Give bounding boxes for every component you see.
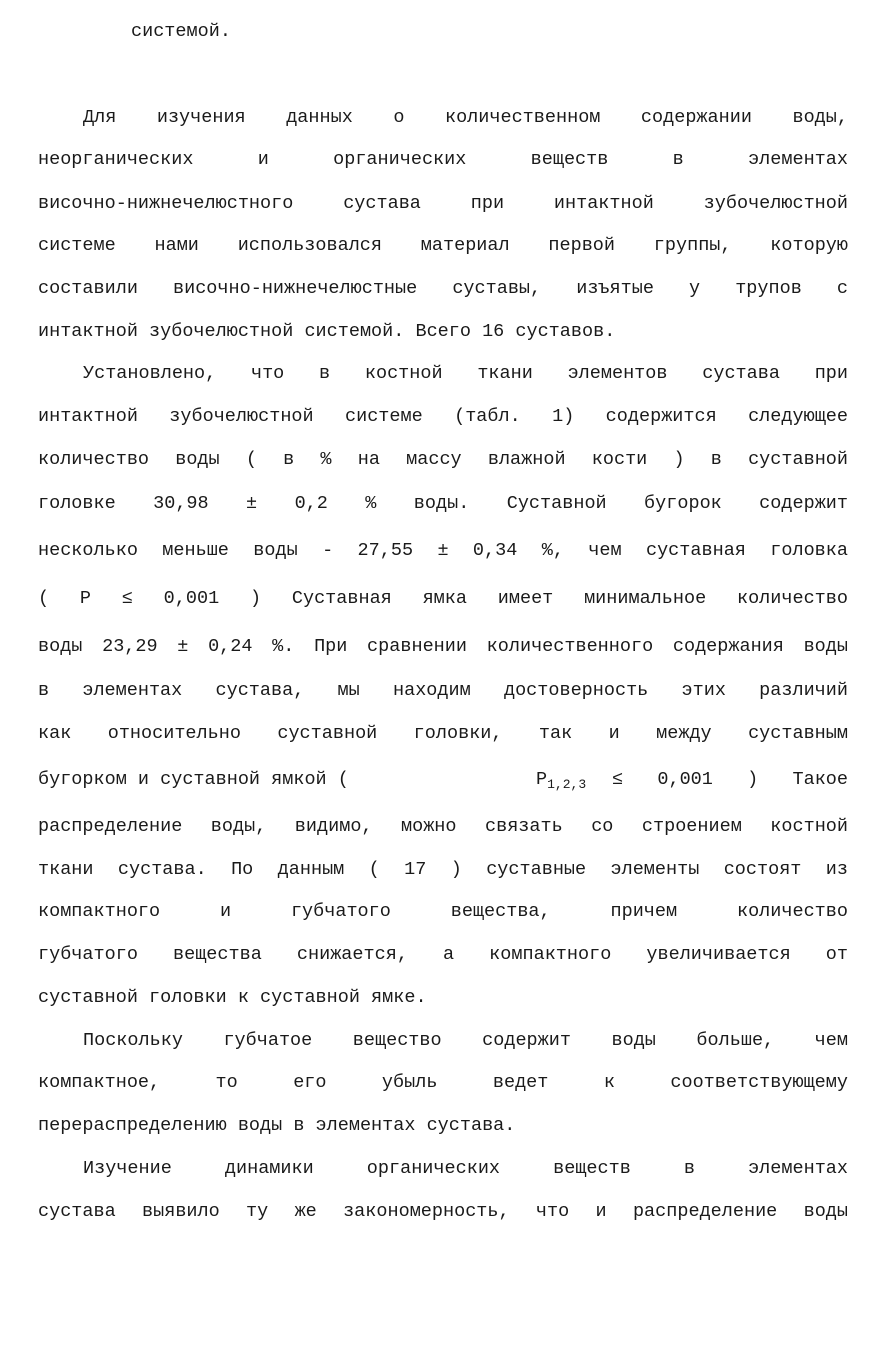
text-line: неорганических и органических веществ в элементах	[38, 149, 848, 170]
p-value-label	[536, 768, 596, 792]
text-line: ≤ 0,001 ) Такое	[612, 769, 848, 790]
text-line: бугорком и суставной ямкой (	[38, 769, 349, 790]
text-line: перераспределению воды в элементах сустава.	[38, 1115, 516, 1136]
text-line: количество воды ( в % на массу влажной кости ) в суставной	[38, 449, 848, 470]
text-line: головке 30,98 ± 0,2 % воды. Суставной бугорок содержит	[38, 493, 848, 514]
text-line: Поскольку губчатое вещество содержит воды больше, чем	[83, 1030, 848, 1051]
text-line: сустава выявило ту же закономерность, что и распределение воды	[38, 1201, 848, 1222]
text-line: ( P ≤ 0,001 ) Суставная ямка имеет минимальное количество	[38, 588, 848, 609]
text-line: суставной головки к суставной ямке.	[38, 987, 427, 1008]
text-line: составили височно-нижнечелюстные суставы, изъятые у трупов с	[38, 278, 848, 299]
text-line: Для изучения данных о количественном содержании воды,	[83, 107, 848, 128]
text-line: распределение воды, видимо, можно связать со строением костной	[38, 816, 848, 837]
p-symbol: P	[536, 769, 548, 790]
text-line: в элементах сустава, мы находим достоверность этих различий	[38, 680, 848, 701]
text-line: системой.	[131, 21, 231, 42]
text-line: несколько меньше воды - 27,55 ± 0,34 %, чем суставная головка	[38, 540, 848, 561]
text-line: губчатого вещества снижается, а компактного увеличивается от	[38, 944, 848, 965]
text-line: Установлено, что в костной ткани элементов сустава при	[83, 363, 848, 384]
p-subscript: 1,2,3	[547, 777, 587, 792]
text-line: интактной зубочелюстной системе (табл. 1) содержится следующее	[38, 406, 848, 427]
text-line: интактной зубочелюстной системой. Всего 16 суставов.	[38, 321, 616, 342]
text-line: системе нами использовался материал первой группы, которую	[38, 235, 848, 256]
text-line: височно-нижнечелюстного сустава при интактной зубочелюстной	[38, 193, 848, 214]
text-line: как относительно суставной головки, так и между суставным	[38, 723, 848, 744]
text-line: воды 23,29 ± 0,24 %. При сравнении количественного содержания воды	[38, 636, 848, 657]
text-line: компактного и губчатого вещества, причем количество	[38, 901, 848, 922]
text-line: компактное, то его убыль ведет к соответствующему	[38, 1072, 848, 1093]
text-line: Изучение динамики органических веществ в элементах	[83, 1158, 848, 1179]
text-line: ткани сустава. По данным ( 17 ) суставные элементы состоят из	[38, 859, 848, 880]
